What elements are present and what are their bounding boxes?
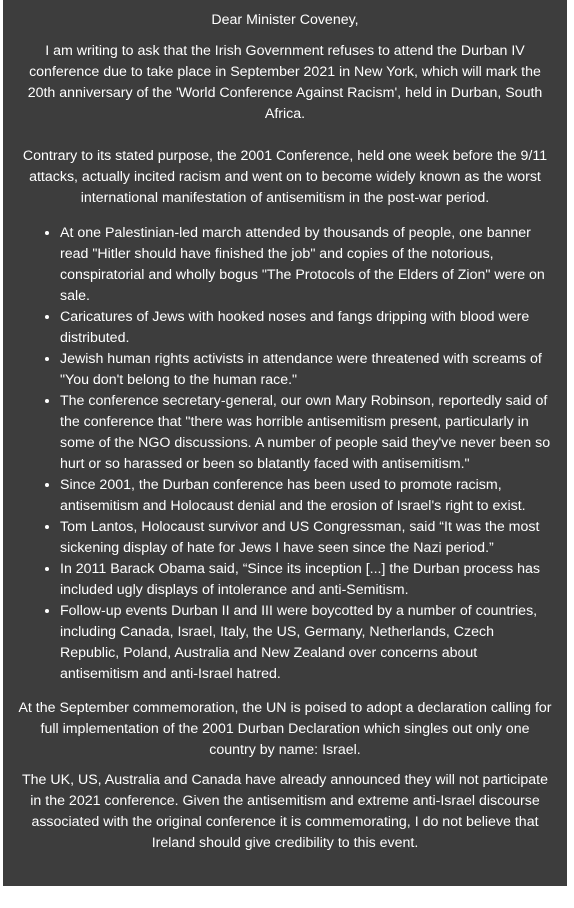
bullet-list xyxy=(17,223,553,685)
commemoration-paragraph: At the September commemoration, the UN is poised to adopt a declaration calling for full implementation of the 2001 Durban Declaration which singles out only one country by name: Israel. xyxy=(18,700,552,758)
list-item: • Since 2001, the Durban conference has been used to promote racism, antisemitism and Holocaust denial and the erosion of Israel's right to exist. xyxy=(60,475,553,517)
list-item: • Caricatures of Jews with hooked noses and fangs dripping with blood were distributed. xyxy=(60,307,553,349)
list-item: • Tom Lantos, Holocaust survivor and US Congressman, said “It was the most sickening display of hate for Jews I have seen since the Nazi period.” xyxy=(60,517,553,559)
list-item: • At one Palestinian-led march attended by thousands of people, one banner read "Hitler should have finished the job" and copies of the notorious, conspiratorial and wholly bogus "The Protocols of the Elders of Zion" were on sale. xyxy=(60,223,553,307)
list-item: • In 2011 Barack Obama said, “Since its inception [...] the Durban process has included ugly displays of intolerance and anti-Semitism. xyxy=(60,559,553,601)
list-item: • The conference secretary-general, our own Mary Robinson, reportedly said of the conference that "there was horrible antisemitism present, particularly in some of the NGO discussions. A number of people said they've never been so hurt or so harassed or been so blatantly faced with antisemitism." xyxy=(60,391,553,475)
intro-paragraph: I am writing to ask that the Irish Government refuses to attend the Durban IV conference due to take place in September 2021 in New York, which will mark the 20th anniversary of the 'World Conference Against Racism', held in Durban, South Africa. xyxy=(27,43,543,122)
context-paragraph: Contrary to its stated purpose, the 2001 Conference, held one week before the 9/11 attacks, actually incited racism and went on to become widely known as the worst international manifestation of antisemitism in the post-war period. xyxy=(22,148,548,206)
letter-panel xyxy=(3,0,567,886)
list-item: • Follow-up events Durban II and III were boycotted by a number of countries, including Canada, Israel, Italy, the US, Germany, Netherlands, Czech Republic, Poland, Australia and New Zealand over concerns about antisemitism and anti-Israel hatred. xyxy=(60,601,553,685)
closing-paragraph: The UK, US, Australia and Canada have already announced they will not participate in the 2021 conference. Given the antisemitism and extreme anti-Israel discourse associated with the original conference it is commemorating, I do not believe that Ireland should give credibility to this event. xyxy=(21,772,549,851)
list-item: • Jewish human rights activists in attendance were threatened with screams of "You don't belong to the human race." xyxy=(60,349,553,391)
greeting: Dear Minister Coveney, xyxy=(211,12,359,28)
